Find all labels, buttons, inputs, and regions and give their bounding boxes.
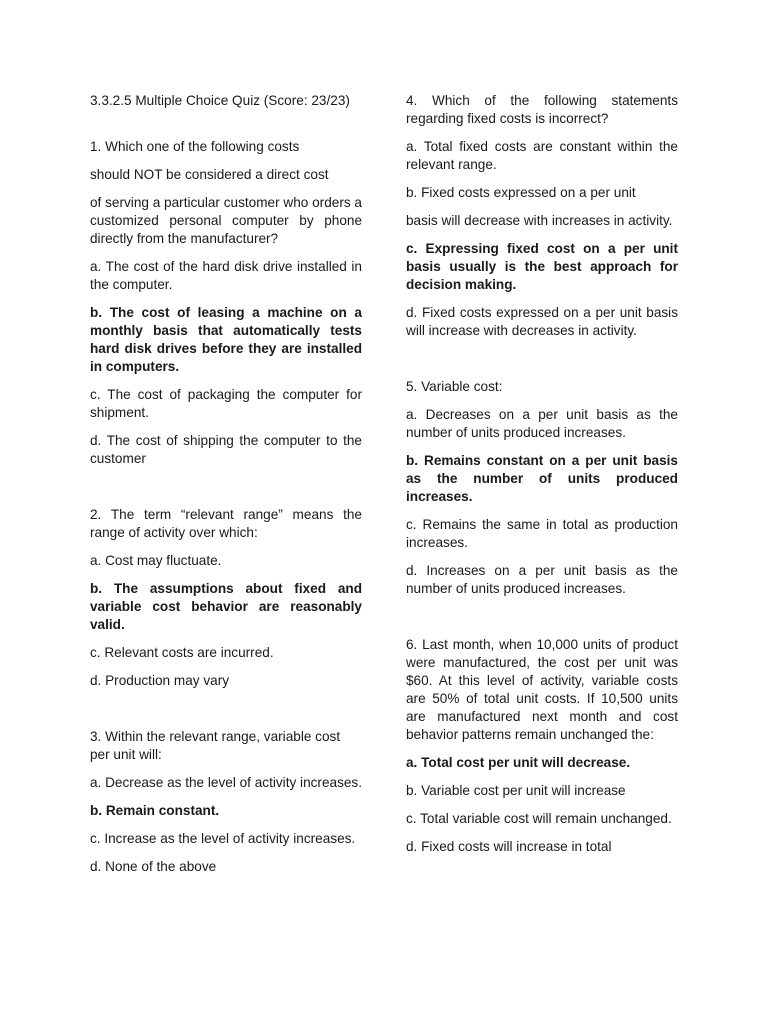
question-5-option-a: a. Decreases on a per unit basis as the number of units produced increases. — [406, 407, 678, 440]
question-6-option-c: c. Total variable cost will remain unchanged. — [406, 811, 672, 826]
right-column — [406, 92, 678, 866]
question-6-option-d: d. Fixed costs will increase in total — [406, 839, 612, 854]
question-1-option-c: c. The cost of packaging the computer for shipment. — [90, 387, 362, 420]
question-4-option-d: d. Fixed costs expressed on a per unit basis will increase with decreases in activity. — [406, 305, 678, 338]
question-3-option-b-answer: b. Remain constant. — [90, 803, 220, 818]
question-1 — [90, 138, 362, 468]
question-3-option-d: d. None of the above — [90, 859, 217, 874]
question-4 — [406, 92, 678, 340]
question-6-option-a-answer: a. Total cost per unit will decrease. — [406, 755, 631, 770]
question-2-option-d: d. Production may vary — [90, 673, 230, 688]
question-2-option-b-answer: b. The assumptions about fixed and variable cost behavior are reasonably valid. — [90, 581, 362, 632]
question-4-option-b-line-2: basis will decrease with increases in activity. — [406, 213, 673, 228]
question-5-text: 5. Variable cost: — [406, 379, 503, 394]
question-1-line-1: 1. Which one of the following costs — [90, 139, 300, 154]
question-6 — [406, 636, 678, 856]
question-4-text: 4. Which of the following statements regarding fixed costs is incorrect? — [406, 93, 678, 126]
question-5-option-d: d. Increases on a per unit basis as the number of units produced increases. — [406, 563, 678, 596]
left-column — [90, 92, 362, 886]
question-4-option-a: a. Total fixed costs are constant within the relevant range. — [406, 139, 678, 172]
question-5-option-c: c. Remains the same in total as production increases. — [406, 517, 678, 550]
question-1-line-3: of serving a particular customer who orders a customized personal computer by phone directly from the manufacturer? — [90, 195, 362, 246]
question-2 — [90, 506, 362, 690]
question-2-text: 2. The term “relevant range” means the range of activity over which: — [90, 507, 362, 540]
quiz-title: 3.3.2.5 Multiple Choice Quiz (Score: 23/23) — [90, 93, 350, 108]
question-1-option-b-answer: b. The cost of leasing a machine on a monthly basis that automatically tests hard disk drives before they are installed in computers. — [90, 305, 362, 374]
question-3-option-a: a. Decrease as the level of activity increases. — [90, 775, 363, 790]
question-2-option-a: a. Cost may fluctuate. — [90, 553, 222, 568]
question-6-text: 6. Last month, when 10,000 units of product were manufactured, the cost per unit was $60. At this level of activity, variable costs are 50% of total unit costs. If 10,500 units are manufactured next month and cost behavior patterns remain unchanged the: — [406, 637, 678, 742]
question-1-option-a: a. The cost of the hard disk drive installed in the computer. — [90, 259, 362, 292]
question-5-option-b-answer: b. Remains constant on a per unit basis as the number of units produced increases. — [406, 453, 678, 504]
question-5 — [406, 378, 678, 598]
question-4-option-b-line-1: b. Fixed costs expressed on a per unit — [406, 185, 636, 200]
question-4-option-c-answer: c. Expressing fixed cost on a per unit basis usually is the best approach for decision making. — [406, 241, 678, 292]
question-1-option-d: d. The cost of shipping the computer to the customer — [90, 433, 362, 466]
question-2-option-c: c. Relevant costs are incurred. — [90, 645, 274, 660]
question-3 — [90, 728, 362, 876]
question-3-option-c: c. Increase as the level of activity increases. — [90, 831, 356, 846]
question-6-option-b: b. Variable cost per unit will increase — [406, 783, 626, 798]
question-3-text: 3. Within the relevant range, variable cost per unit will: — [90, 729, 341, 762]
question-1-line-2: should NOT be considered a direct cost — [90, 167, 329, 182]
